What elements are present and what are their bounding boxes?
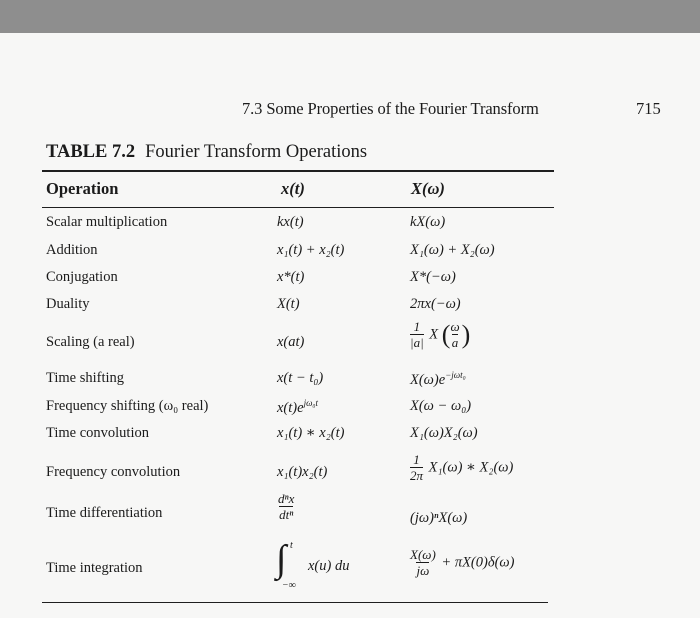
row-freq: X*(−ω) xyxy=(410,269,456,285)
row-freq-freqconv: $\frac{1}{2\pi}$ X₁(ω) ∗ X₂(ω) xyxy=(410,452,514,483)
integral-symbol: ∫ xyxy=(276,538,287,580)
header-freq: X(ω) xyxy=(411,179,445,198)
table-label: TABLE 7.2 xyxy=(46,142,136,162)
row-freq: X₁(ω)X₂(ω) xyxy=(410,425,478,441)
row-operation: Conjugation xyxy=(46,269,118,285)
row-time: X(t) xyxy=(277,296,300,312)
table-caption: Fourier Transform Operations xyxy=(145,142,368,162)
row-time: x₁(t) ∗ x₂(t) xyxy=(277,425,345,441)
row-time: x₁(t)x₂(t) xyxy=(277,464,328,480)
row-time: x(t − t₀) xyxy=(277,370,324,386)
row-time: kx(t) xyxy=(277,214,304,230)
row-time-derivative xyxy=(278,492,296,522)
row-freq: X(ω − ω₀) xyxy=(410,398,472,414)
row-operation: Duality xyxy=(46,296,90,312)
row-operation: Frequency shifting (ω₀ real) xyxy=(46,398,209,414)
fraction: $\frac{1}{|a|}$ xyxy=(410,319,424,350)
row-freq: X₁(ω) + X₂(ω) xyxy=(410,242,495,258)
row-freq: 2πx(−ω) xyxy=(410,296,461,312)
running-title: 7.3 Some Properties of the Fourier Transform xyxy=(242,99,539,118)
header-time: x(t) xyxy=(281,179,305,198)
top-bar xyxy=(0,0,700,33)
row-freq-integration: $\frac{X(\omega)}{j\omega}$ + πX(0)δ(ω) xyxy=(410,547,515,578)
row-operation: Scaling (a real) xyxy=(46,334,135,350)
page-number: 715 xyxy=(636,99,661,118)
fraction: $\frac{1}{2\pi}$ xyxy=(410,452,424,483)
row-freq: (jω)ⁿX(ω) xyxy=(410,510,468,526)
row-time-integral: ∫ t −∞ x(u) du xyxy=(276,538,350,591)
fraction: $\frac{\text{dⁿx}}{\text{dtⁿ}}$ xyxy=(278,491,295,522)
row-operation: Time shifting xyxy=(46,370,125,386)
table-bottom-rule xyxy=(42,602,548,603)
row-freq: kX(ω) xyxy=(410,214,446,230)
row-time: x*(t) xyxy=(277,269,305,285)
row-operation: Frequency convolution xyxy=(46,464,181,480)
header-operation: Operation xyxy=(46,179,119,198)
fraction: $\frac{\omega}{a}$ xyxy=(450,319,460,350)
row-freq-scaling: $\frac{1}{|a|}$ X ( $\frac{\omega}{a}$ ) xyxy=(410,319,471,350)
row-time: $x(t)e^{j\omega_0t}$ xyxy=(277,398,319,416)
row-operation: Time integration xyxy=(46,560,143,576)
row-time: x₁(t) + x₂(t) xyxy=(277,242,345,258)
row-operation: Scalar multiplication xyxy=(46,214,168,230)
row-freq: $X(\omega)e^{-j\omega t_0}$ xyxy=(410,370,466,388)
fraction: $\frac{X(\omega)}{j\omega}$ xyxy=(410,547,436,578)
header-rule xyxy=(42,207,554,208)
row-operation: Time differentiation xyxy=(46,505,163,521)
row-operation: Addition xyxy=(46,242,98,258)
table-title xyxy=(46,142,367,163)
row-operation: Time convolution xyxy=(46,425,149,441)
row-time: x(at) xyxy=(277,334,305,350)
table-top-rule xyxy=(42,170,554,172)
